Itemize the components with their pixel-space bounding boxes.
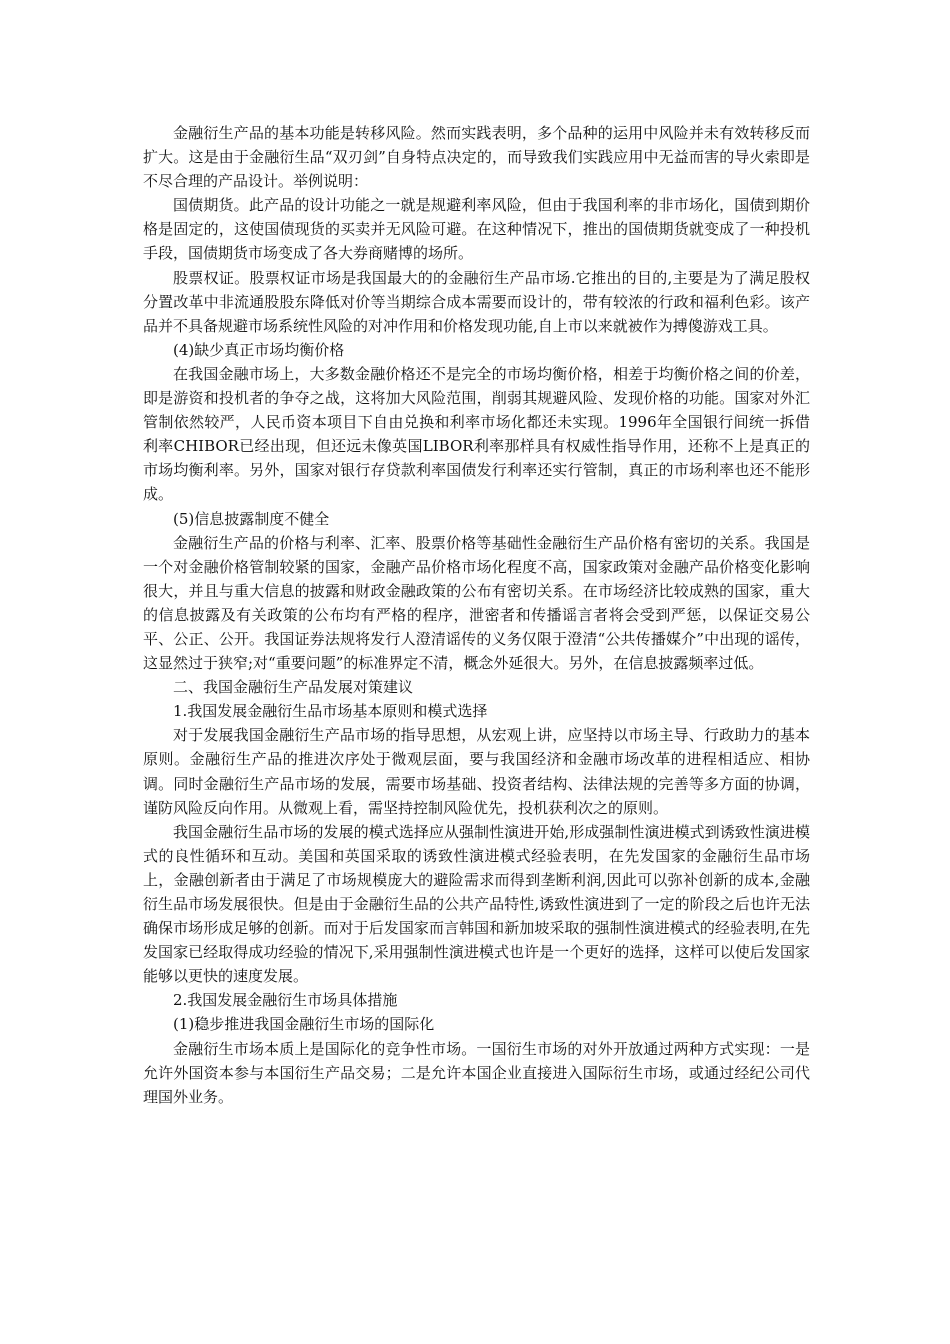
- heading-basic-principles: 1.我国发展金融衍生品市场基本原则和模式选择: [173, 702, 488, 721]
- paragraph-stock-warrants: 股票权证。股票权证市场是我国最大的的金融衍生产品市场.它推出的目的,主要是为了满足股权分置改革中非流通股股东降低对价等当期综合成本需要而设计的，带有较浓的行政和福利色彩。该产品并不具备规避市场系统性风险的对冲作用和价格发现功能,自上市以来就被作为搏傻游戏工具。: [143, 268, 810, 335]
- heading-specific-measures: 2.我国发展金融衍生市场具体措施: [173, 991, 398, 1010]
- heading-lack-of-equilibrium-price: (4)缺少真正市场均衡价格: [173, 340, 345, 359]
- paragraph-treasury-futures: 国债期货。此产品的设计功能之一就是规避利率风险，但由于我国利率的非市场化，国债到期价格是固定的，这使国债现货的买卖并无风险可避。在这种情况下，推出的国债期货就变成了一种投机手段，国债期货市场变成了各大券商赌博的场所。: [143, 196, 810, 263]
- paragraph-function-of-derivatives: 金融衍生产品的基本功能是转移风险。然而实践表明，多个品种的运用中风险并未有效转移反而扩大。这是由于金融衍生品“双刃剑”自身特点决定的，而导致我们实践应用中无益而害的导火索即是不尽合理的产品设计。举例说明：: [143, 124, 810, 191]
- paragraph-internationalization: 金融衍生市场本质上是国际化的竞争性市场。一国衍生市场的对外开放通过两种方式实现：一是允许外国资本参与本国衍生产品交易；二是允许本国企业直接进入国际衍生市场，或通过经纪公司代理国外业务。: [143, 1039, 810, 1106]
- heading-section-two: 二、我国金融衍生产品发展对策建议: [173, 678, 414, 697]
- paragraph-guiding-principles: 对于发展我国金融衍生产品市场的指导思想，从宏观上讲，应坚持以市场主导、行政助力的基本原则。金融衍生产品的推进次序处于微观层面，要与我国经济和金融市场改革的进程相适应、相协调。同时金融衍生产品市场的发展，需要市场基础、投资者结构、法律法规的完善等多方面的协调，谨防风险反向作用。从微观上看，需坚持控制风险优先，投机获利次之的原则。: [143, 726, 810, 817]
- heading-information-disclosure: (5)信息披露制度不健全: [173, 509, 330, 528]
- paragraph-information-disclosure: 金融衍生产品的价格与利率、汇率、股票价格等基础性金融衍生产品价格有密切的关系。我国是一个对金融价格管制较紧的国家，金融产品价格市场化程度不高，国家政策对金融产品价格变化影响很大，并且与重大信息的披露和财政金融政策的公布有密切关系。在市场经济比较成熟的国家，重大的信息披露及有关政策的公布均有严格的程序，泄密者和传播谣言者将会受到严惩，以保证交易公平、公正、公开。我国证券法规将发行人澄清谣传的义务仅限于澄清“公共传播媒介”中出现的谣传，这显然过于狭窄;对“重要问题”的标准界定不清，概念外延很大。另外，在信息披露频率过低。: [143, 533, 810, 673]
- document-body: [143, 121, 810, 1109]
- paragraph-development-mode: 我国金融衍生品市场的发展的模式选择应从强制性演进开始,形成强制性演进模式到诱致性演进模式的良性循环和互动。美国和英国采取的诱致性演进模式经验表明，在先发国家的金融衍生品市场上，金融创新者由于满足了市场规模庞大的避险需求而得到垄断利润,因此可以弥补创新的成本,金融衍生品市场发展很快。但是由于金融衍生品的公共产品特性,诱致性演进到了一定的阶段之后也许无法确保市场形成足够的创新。而对于后发国家而言韩国和新加坡采取的强制性演进模式的经验表明,在先发国家已经取得成功经验的情况下,采用强制性演进模式也许是一个更好的选择，这样可以使后发国家能够以更快的速度发展。: [143, 822, 810, 986]
- paragraph-equilibrium-price: 在我国金融市场上，大多数金融价格还不是完全的市场均衡价格，相差于均衡价格之间的价差，即是游资和投机者的争夺之战，这将加大风险范围，削弱其规避风险、发现价格的功能。国家对外汇管制依然较严，人民币资本项目下自由兑换和利率市场化都还未实现。1996年全国银行间统一拆借利率CHIBOR已经出现，但还远未像英国LIBOR利率那样具有权威性指导作用，还称不上是真正的市场均衡利率。另外，国家对银行存贷款利率国债发行利率还实行管制，真正的市场利率也还不能形成。: [143, 364, 810, 504]
- heading-internationalization: (1)稳步推进我国金融衍生市场的国际化: [173, 1015, 435, 1034]
